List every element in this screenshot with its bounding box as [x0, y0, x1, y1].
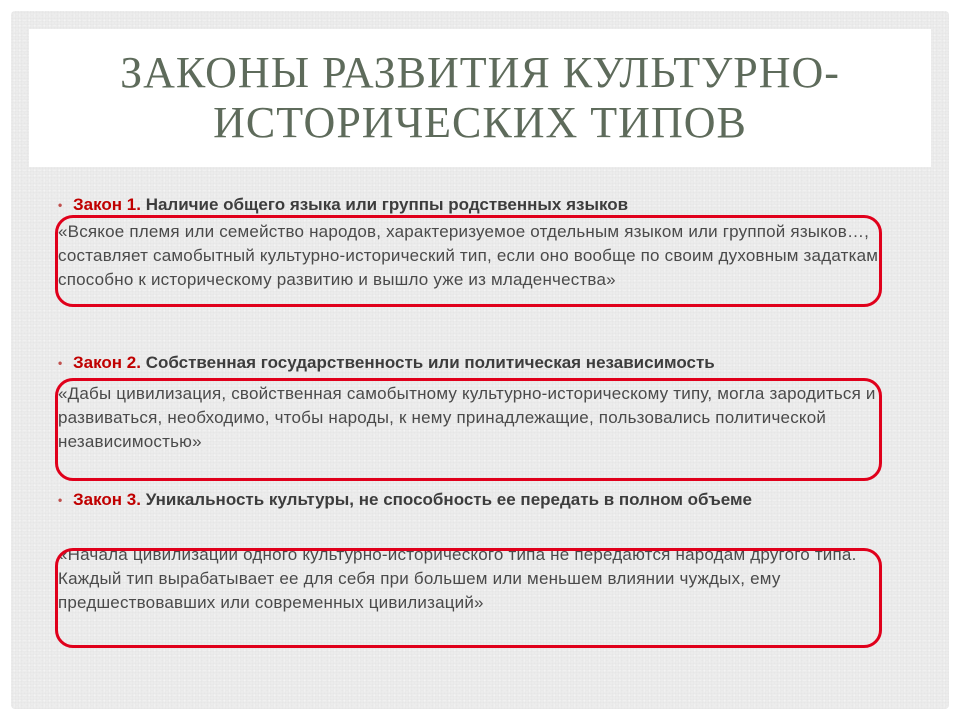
- bullet-icon: •: [58, 356, 63, 370]
- law-2-highlight-frame: [55, 378, 882, 481]
- title-line-1: ЗАКОНЫ РАЗВИТИЯ КУЛЬТУРНО-: [120, 48, 840, 97]
- law-2-number: Закон 2.: [73, 353, 141, 372]
- law-1-number: Закон 1.: [73, 195, 141, 214]
- law-2-heading: [58, 351, 868, 375]
- law-3-heading: [58, 488, 868, 512]
- title-box: [29, 29, 931, 167]
- law-1-title: Наличие общего языка или группы родственных языков: [145, 195, 629, 214]
- title-line-2: ИСТОРИЧЕСКИХ ТИПОВ: [213, 98, 747, 147]
- law-1-heading: [58, 193, 868, 217]
- law-1-quote: «Всякое племя или семейство народов, характеризуемое отдельным языком или группой языков…, составляет самобытный культурно-исторический тип, если оно вообще по своим духовным задаткам способно к историческому развитию и вышло уже из младенчества»: [58, 222, 879, 289]
- bullet-icon: •: [58, 493, 63, 507]
- law-2-title: Собственная государственность или политическая независимость: [145, 353, 715, 372]
- law-3-title: Уникальность культуры, не способность ее передать в полном объеме: [145, 490, 752, 509]
- law-1-highlight-frame: [55, 215, 882, 307]
- law-3-highlight-frame: [55, 548, 882, 648]
- slide-title: [120, 48, 840, 148]
- law-3-number: Закон 3.: [73, 490, 141, 509]
- bullet-icon: •: [58, 198, 63, 212]
- law-2-quote: «Дабы цивилизация, свойственная самобытному культурно-историческому типу, могла зародиться и развиваться, необходимо, чтобы народы, к нему принадлежащие, пользовались политической независимостью»: [58, 384, 876, 451]
- law-3-quote: «Начала цивилизации одного культурно-исторического типа не передаются народам другого типа. Каждый тип вырабатывает ее для себя при большем или меньшем влиянии чуждых, ему предшествовавших или современных цивилизаций»: [58, 545, 857, 612]
